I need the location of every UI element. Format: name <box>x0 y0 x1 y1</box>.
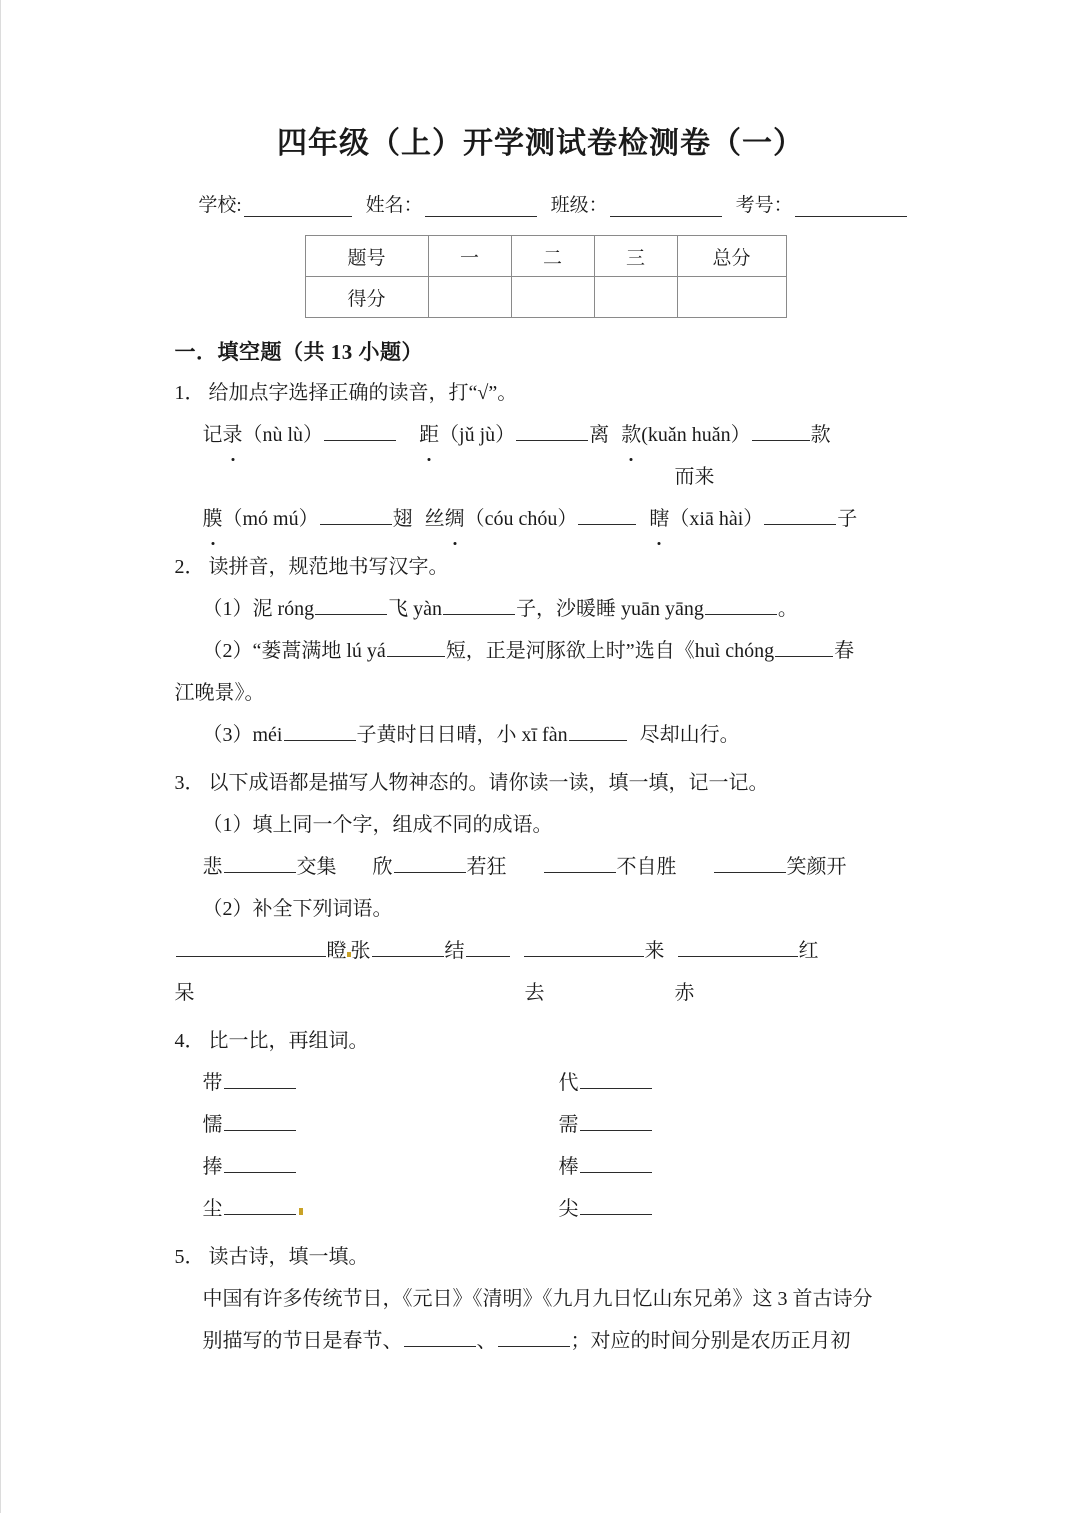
q3-word-4-char: 红 <box>798 940 819 962</box>
q4-blank-2-left[interactable] <box>224 1114 296 1131</box>
q3-idiom-2-pre: 欣 <box>372 856 393 878</box>
question-3-part-2-words <box>175 930 915 972</box>
score-table-col-2: 二 <box>511 236 594 277</box>
q4-char-3-left: 捧 <box>202 1156 223 1178</box>
question-4-stem-line <box>175 1020 915 1062</box>
question-1-stem: 给加点字选择正确的读音，打“√”。 <box>208 382 518 404</box>
q4-char-4-left: 尘 <box>202 1198 223 1220</box>
q1-item-4-blank[interactable] <box>320 508 392 525</box>
question-3-part-1-idioms <box>175 846 915 888</box>
q4-pair-1-right <box>559 1062 915 1104</box>
q3-word-2-pre: 张 <box>350 940 371 962</box>
q3-word-3-blank[interactable] <box>524 940 644 957</box>
question-2 <box>175 546 915 756</box>
question-5-body-line-1: 中国有许多传统节日，《元日》《清明》《九月九日忆山东兄弟》这 3 首古诗分 <box>202 1288 873 1310</box>
q4-pair-3-right <box>559 1146 915 1188</box>
q3-word-3-char: 来 <box>644 940 665 962</box>
question-1-number: 1． <box>174 382 205 404</box>
highlight-mark <box>299 1208 303 1215</box>
q2-p3-text-a: （3）méi <box>202 724 283 746</box>
school-input-blank[interactable] <box>244 199 352 217</box>
q2-p3-text-c: 尽却山行。 <box>639 724 740 746</box>
question-5-stem-line <box>175 1236 915 1278</box>
question-1-line-2 <box>175 498 915 540</box>
q1-item-3-dotted-char: 款 <box>621 414 641 456</box>
q3-idiom-2-post: 若狂 <box>466 856 507 878</box>
q4-pair-4-right <box>559 1188 915 1230</box>
question-2-stem-line <box>175 546 915 588</box>
q2-p3-text-b: 子黄时日日晴，小 xī fàn <box>356 724 568 746</box>
q1-item-4-pinyin: （mó mú） <box>222 508 319 530</box>
q1-item-1-pinyin: （nù lù） <box>242 424 324 446</box>
q1-item-6-blank[interactable] <box>764 508 836 525</box>
q1-item-2-blank[interactable] <box>516 424 588 441</box>
q5-text-b3: ；对应的时间分别是农历正月初 <box>570 1330 851 1352</box>
q1-item-6-pinyin: （xiā hài） <box>669 508 764 530</box>
question-3-part-1-label: （1）填上同一个字，组成不同的成语。 <box>202 814 553 836</box>
q4-pair-3-left <box>203 1146 559 1188</box>
q4-blank-4-left[interactable] <box>224 1198 296 1215</box>
question-2-part-2-wrap <box>175 672 915 714</box>
q3-idiom-1-post: 交集 <box>296 856 337 878</box>
exam-no-field <box>736 190 907 217</box>
question-5-stem: 读古诗，填一填。 <box>208 1246 369 1268</box>
question-4-row-3 <box>175 1146 915 1188</box>
question-2-part-2 <box>175 630 915 672</box>
student-info-line <box>1 190 1080 217</box>
section-heading-fill-in-blank: 一．填空题（共 13 小题） <box>174 340 423 364</box>
q2-p2-text-b: 短，正是河豚欲上时”选自《huì chóng <box>445 640 775 662</box>
q1-item-5-blank[interactable] <box>578 508 636 525</box>
question-4-number: 4． <box>174 1030 205 1052</box>
q3-wrap-char-1: 呆 <box>174 982 195 1004</box>
question-3-part-2-label: （2）补全下列词语。 <box>202 898 393 920</box>
q4-char-2-left: 懦 <box>202 1114 223 1136</box>
question-3 <box>175 762 915 1014</box>
table-row-scores <box>305 277 786 318</box>
q3-idiom-3-post: 不自胜 <box>616 856 677 878</box>
page-title: 四年级（上）开学测试卷检测卷（一） <box>277 127 804 160</box>
score-table-container <box>1 235 1080 318</box>
class-field <box>551 190 736 217</box>
q1-item-2-pinyin: （jǔ jù） <box>439 424 516 446</box>
q3-idiom-4-blank[interactable] <box>714 856 786 873</box>
q1-item-1-blank[interactable] <box>324 424 396 441</box>
q4-char-1-left: 带 <box>202 1072 223 1094</box>
question-3-part-2-wrap-chars <box>175 972 915 1014</box>
q4-blank-3-right[interactable] <box>580 1156 652 1173</box>
q1-item-2-post: 离 <box>589 424 610 446</box>
q1-item-2-dotted-char: 距 <box>419 414 439 456</box>
q1-item-3-blank[interactable] <box>752 424 810 441</box>
q1-item-5-pre: 丝 <box>424 508 445 530</box>
question-3-number: 3． <box>174 772 205 794</box>
q4-char-2-right: 需 <box>558 1114 579 1136</box>
class-label: 班级： <box>550 195 608 216</box>
q1-item-4-dotted-char: 膜 <box>203 498 223 540</box>
q4-pair-1-left <box>203 1062 559 1104</box>
question-2-part-3 <box>175 714 915 756</box>
q1-item-6-post: 子 <box>837 508 858 530</box>
q2-p1-blank-1[interactable] <box>315 598 387 615</box>
question-5 <box>175 1236 915 1362</box>
exam-no-label: 考号： <box>735 195 793 216</box>
name-field <box>366 190 551 217</box>
q1-item-1-pre: 记 <box>202 424 223 446</box>
question-4-row-2 <box>175 1104 915 1146</box>
q2-p1-blank-2[interactable] <box>443 598 515 615</box>
q1-item-4-post: 翅 <box>392 508 413 530</box>
q5-text-b1: 别描写的节日是春节、 <box>202 1330 403 1352</box>
score-table-col-3: 三 <box>594 236 677 277</box>
q2-p2-text-c: 春 <box>834 640 855 662</box>
exam-content <box>167 336 915 1362</box>
question-4 <box>175 1020 915 1230</box>
q5-text-b2: 、 <box>476 1330 497 1352</box>
q3-word-2-blank-2[interactable] <box>466 940 510 957</box>
score-cell-total[interactable] <box>677 277 786 318</box>
question-1 <box>175 372 915 540</box>
q4-blank-4-right[interactable] <box>580 1198 652 1215</box>
q4-char-1-right: 代 <box>558 1072 579 1094</box>
q2-p2-blank-2[interactable] <box>775 640 833 657</box>
score-cell-1[interactable] <box>428 277 511 318</box>
name-label: 姓名： <box>365 195 423 216</box>
score-table-col-1: 一 <box>428 236 511 277</box>
q4-char-4-right: 尖 <box>558 1198 579 1220</box>
q4-pair-2-right <box>559 1104 915 1146</box>
q4-blank-2-right[interactable] <box>580 1114 652 1131</box>
question-4-row-1 <box>175 1062 915 1104</box>
school-field <box>198 190 365 217</box>
q5-blank-2[interactable] <box>498 1330 570 1347</box>
q3-word-1-char: 瞪 <box>326 940 347 962</box>
q2-p1-text-d: 。 <box>777 598 798 620</box>
question-1-line-1 <box>175 414 915 456</box>
q2-p2-blank-1[interactable] <box>387 640 445 657</box>
question-1-line-1-wrap <box>175 456 915 498</box>
question-2-part-1 <box>175 588 915 630</box>
q1-item-1-dotted-char: 录 <box>223 414 243 456</box>
q3-idiom-2-blank[interactable] <box>394 856 466 873</box>
q3-idiom-1-pre: 悲 <box>202 856 223 878</box>
school-label: 学校: <box>198 195 242 216</box>
score-cell-3[interactable] <box>594 277 677 318</box>
question-3-stem: 以下成语都是描写人物神态的。请你读一读，填一填，记一记。 <box>208 772 769 794</box>
q2-p1-blank-3[interactable] <box>705 598 777 615</box>
q3-word-2-mid: 结 <box>444 940 465 962</box>
name-input-blank[interactable] <box>425 199 537 217</box>
question-4-row-4 <box>175 1188 915 1230</box>
q3-wrap-char-3: 赤 <box>674 982 695 1004</box>
score-table <box>305 235 787 318</box>
question-5-body-line-2 <box>175 1320 915 1362</box>
question-2-stem: 读拼音，规范地书写汉字。 <box>208 556 449 578</box>
score-cell-2[interactable] <box>511 277 594 318</box>
q5-blank-1[interactable] <box>404 1330 476 1347</box>
q3-idiom-4-post: 笑颜开 <box>786 856 847 878</box>
q4-char-3-right: 棒 <box>558 1156 579 1178</box>
q4-pair-2-left <box>203 1104 559 1146</box>
q2-p2-wrap-text: 江晚景》。 <box>174 682 265 704</box>
q3-word-1-blank[interactable] <box>176 940 326 957</box>
question-5-number: 5． <box>174 1246 205 1268</box>
q4-blank-1-left[interactable] <box>224 1072 296 1089</box>
score-table-row-label-2: 得分 <box>305 277 428 318</box>
q1-item-3-pinyin: (kuǎn huǎn） <box>641 424 751 446</box>
question-2-number: 2． <box>174 556 205 578</box>
question-1-stem-line <box>175 372 915 414</box>
q4-blank-1-right[interactable] <box>580 1072 652 1089</box>
q1-item-3-wrap-text: 而来 <box>674 466 715 488</box>
q4-pair-4-left <box>203 1188 559 1230</box>
q2-p3-blank-2[interactable] <box>569 724 627 741</box>
q1-item-6-dotted-char: 瞎 <box>649 498 669 540</box>
q1-item-5-dotted-char: 绸 <box>445 498 465 540</box>
q2-p1-text-c: 子，沙暖睡 yuān yāng <box>516 598 704 620</box>
question-4-stem: 比一比，再组词。 <box>208 1030 369 1052</box>
score-table-col-total: 总分 <box>677 236 786 277</box>
exam-no-input-blank[interactable] <box>795 199 907 217</box>
class-input-blank[interactable] <box>610 199 722 217</box>
question-3-stem-line <box>175 762 915 804</box>
q1-item-5-pinyin: （cóu chóu） <box>464 508 578 530</box>
q4-blank-3-left[interactable] <box>224 1156 296 1173</box>
exam-page <box>1 0 1080 1513</box>
q1-item-3-post: 款 <box>810 424 831 446</box>
q3-idiom-1-blank[interactable] <box>224 856 296 873</box>
q3-idiom-3-blank[interactable] <box>544 856 616 873</box>
q2-p1-text-a: （1）泥 róng <box>202 598 315 620</box>
score-table-row-label-1: 题号 <box>305 236 428 277</box>
q2-p1-text-b: 飞 yàn <box>388 598 443 620</box>
q2-p3-blank-1[interactable] <box>284 724 356 741</box>
q3-wrap-char-2: 去 <box>524 982 545 1004</box>
q3-word-4-blank[interactable] <box>678 940 798 957</box>
q3-word-2-blank-1[interactable] <box>372 940 444 957</box>
q2-p2-text-a: （2）“蒌蒿满地 lú yá <box>202 640 386 662</box>
table-row-question-numbers <box>305 236 786 277</box>
